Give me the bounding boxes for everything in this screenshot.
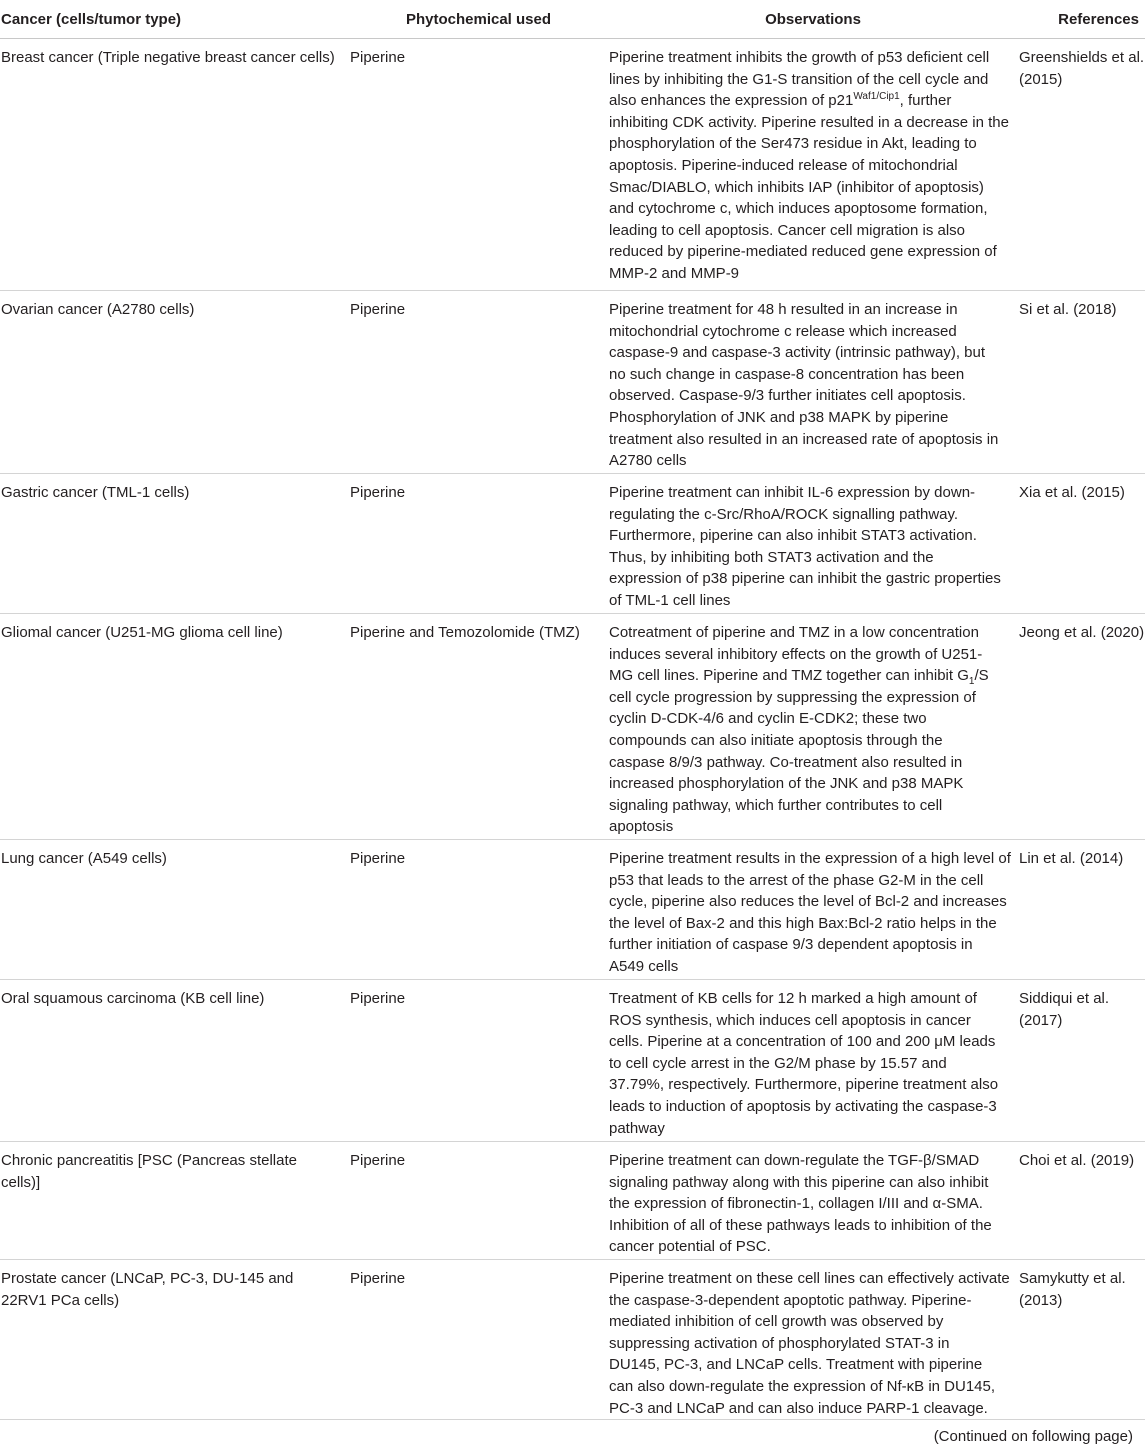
cell-observations xyxy=(608,1260,1018,1420)
cell-line: signaling pathway, which further contributes to cell xyxy=(609,796,943,814)
cell-line: mediated inhibition of cell growth was observed by xyxy=(609,1313,944,1331)
superscript: Waf1/Cip1 xyxy=(853,91,900,103)
cell-line: Piperine xyxy=(350,49,406,66)
cell-phytochemical xyxy=(349,1142,608,1260)
cell-phytochemical xyxy=(349,39,608,291)
cell-line: cells)] xyxy=(1,1173,41,1191)
cell-line: Lung cancer (A549 cells) xyxy=(1,850,167,867)
cell-cancer xyxy=(0,980,349,1142)
cell-line: (2013) xyxy=(1019,1291,1063,1309)
cell-cancer xyxy=(0,614,349,840)
cell-line: phosphorylation of the Ser473 residue in Akt, leading to xyxy=(609,135,977,153)
cell-line: PC-3 and LNCaP and can also induce PARP-1 cleavage. xyxy=(609,1399,988,1417)
cell-line: caspase 8/9/3 pathway. Co-treatment also resulted in xyxy=(609,753,963,771)
cell-cancer xyxy=(0,291,349,474)
cell-observations xyxy=(608,840,1018,980)
cell-references xyxy=(1018,840,1145,980)
cell-line: induces several inhibitory effects on the growth of U251- xyxy=(609,645,983,663)
header-observations: Observations xyxy=(608,0,1018,39)
table-header-row xyxy=(0,0,1145,39)
cell-line: Piperine xyxy=(350,850,406,867)
cell-line: of TML-1 cell lines xyxy=(609,591,731,609)
continued-note: (Continued on following page) xyxy=(933,1428,1133,1445)
cell-line: and cytochrome c, which induces apoptosome formation, xyxy=(609,200,988,218)
cell-line: regulating the c-Src/RhoA/ROCK signalling pathway. xyxy=(609,505,959,523)
cell-line: Xia et al. (2015) xyxy=(1019,484,1125,501)
cell-cancer xyxy=(0,1142,349,1260)
cell-line: Greenshields et al. xyxy=(1019,49,1145,66)
cell-line: apoptosis xyxy=(609,818,674,836)
cell-line: leading to cell apoptosis. Cancer cell migration is also xyxy=(609,221,966,239)
table-row xyxy=(0,474,1145,614)
cell-line: cycle, piperine also reduces the level of Bcl-2 and increases xyxy=(609,893,1007,911)
cell-observations xyxy=(608,474,1018,614)
cell-line: leads to induction of apoptosis by activating the caspase-3 xyxy=(609,1097,997,1115)
cell-line: Treatment of KB cells for 12 h marked a high amount of xyxy=(609,990,977,1007)
cell-line: Phosphorylation of JNK and p38 MAPK by piperine xyxy=(609,408,949,426)
cell-line: Piperine and Temozolomide (TMZ) xyxy=(350,624,580,641)
cell-line: treatment also resulted in an increased rate of apoptosis in xyxy=(609,430,999,448)
cell-line: mitochondrial cytochrome c release which increased xyxy=(609,322,957,340)
cell-observations xyxy=(608,291,1018,474)
header-references: References xyxy=(1018,0,1145,39)
cell-line: ROS synthesis, which induces cell apoptosis in cancer xyxy=(609,1011,971,1029)
cell-line: Choi et al. (2019) xyxy=(1019,1152,1135,1169)
table-row xyxy=(0,614,1145,840)
cell-line: also enhances the expression of $p21^{Waf1/Cip1}$, further xyxy=(609,91,952,110)
cell-line: the expression of fibronectin-1, collagen I/III and α-SMA. xyxy=(609,1195,983,1213)
cell-phytochemical xyxy=(349,1260,608,1420)
cell-line: lines by inhibiting the G1-S transition of the cell cycle and xyxy=(609,70,989,88)
cell-line: to cell cycle arrest in the G2/M phase by 15.57 and xyxy=(609,1054,947,1072)
cell-line: MG cell lines. Piperine and TMZ together can inhibit $G_1/S$ xyxy=(609,667,989,688)
cell-line: Gastric cancer (TML-1 cells) xyxy=(1,484,190,501)
table-body xyxy=(0,39,1145,1420)
cell-line: suppressing activation of phosphorylated STAT-3 in xyxy=(609,1334,950,1352)
cell-line: Gliomal cancer (U251-MG glioma cell line) xyxy=(1,624,283,641)
cell-phytochemical xyxy=(349,840,608,980)
cell-line: Chronic pancreatitis [PSC (Pancreas stellate xyxy=(1,1152,297,1169)
cell-line: Piperine treatment can inhibit IL-6 expression by down- xyxy=(609,484,976,501)
cell-line: expression of p38 piperine can inhibit the gastric properties xyxy=(609,570,1001,588)
cell-line: apoptosis. Piperine-induced release of mitochondrial xyxy=(609,156,958,174)
cell-line: signaling pathway along with this piperine can also inhibit xyxy=(609,1173,989,1191)
cell-line: Siddiqui et al. xyxy=(1019,990,1110,1007)
subscript: 1 xyxy=(968,676,975,688)
cell-line: Piperine xyxy=(350,301,406,318)
cell-line: Piperine xyxy=(350,1152,406,1169)
cell-line: Piperine xyxy=(350,990,406,1007)
cell-line: Inhibition of all of these pathways leads to inhibition of the xyxy=(609,1216,992,1234)
cell-references xyxy=(1018,474,1145,614)
cell-references xyxy=(1018,1260,1145,1420)
cell-references xyxy=(1018,39,1145,291)
cell-line: Jeong et al. (2020) xyxy=(1019,624,1145,641)
cell-line: cancer potential of PSC. xyxy=(609,1238,771,1256)
header-phytochemical: Phytochemical used xyxy=(349,0,608,39)
cell-line: Piperine treatment for 48 h resulted in an increase in xyxy=(609,301,958,318)
cell-references xyxy=(1018,980,1145,1142)
table-row xyxy=(0,1260,1145,1420)
cell-line: further initiation of caspase 9/3 dependent apoptosis in xyxy=(609,936,973,954)
cell-line: Piperine xyxy=(350,484,406,501)
cell-line: (2017) xyxy=(1019,1011,1063,1029)
cell-line: Samykutty et al. xyxy=(1019,1270,1126,1287)
cell-line: no such change in caspase-8 concentration has been xyxy=(609,365,965,383)
cell-line: the caspase-3-dependent apoptotic pathway. Piperine- xyxy=(609,1291,972,1309)
cell-observations xyxy=(608,614,1018,840)
cell-line: A549 cells xyxy=(609,957,679,975)
cell-line: reduced by piperine-mediated reduced gene expression of xyxy=(609,243,997,261)
cell-line: Furthermore, piperine can also inhibit STAT3 activation. xyxy=(609,527,977,545)
cell-cancer xyxy=(0,474,349,614)
cell-cancer xyxy=(0,1260,349,1420)
cell-line: Prostate cancer (LNCaP, PC-3, DU-145 and xyxy=(1,1270,294,1287)
cell-phytochemical xyxy=(349,980,608,1142)
table-row xyxy=(0,39,1145,291)
cell-line: cyclin D-CDK-4/6 and cyclin E-CDK2; these two xyxy=(609,710,927,728)
cell-phytochemical xyxy=(349,474,608,614)
cell-cancer xyxy=(0,39,349,291)
cell-phytochemical xyxy=(349,614,608,840)
cell-line: Piperine treatment on these cell lines can effectively activate xyxy=(609,1270,1010,1287)
cell-references xyxy=(1018,1142,1145,1260)
cell-line: Oral squamous carcinoma (KB cell line) xyxy=(1,990,265,1007)
header-cancer: Cancer (cells/tumor type) xyxy=(0,0,349,39)
cell-line: Smac/DIABLO, which inhibits IAP (inhibitor of apoptosis) xyxy=(609,178,984,196)
cell-line: Breast cancer (Triple negative breast cancer cells) xyxy=(1,49,335,66)
cell-line: caspase-9 and caspase-3 activity (intrinsic pathway), but xyxy=(609,344,986,362)
cell-line: Ovarian cancer (A2780 cells) xyxy=(1,301,195,318)
table-row xyxy=(0,1142,1145,1260)
cell-line: cells. Piperine at a concentration of 100 and 200 μM leads xyxy=(609,1033,996,1051)
cell-line: p53 that leads to the arrest of the phase G2-M in the cell xyxy=(609,871,984,889)
cell-observations xyxy=(608,39,1018,291)
cell-line: can also down-regulate the expression of Nf-κB in DU145, xyxy=(609,1377,996,1395)
cell-line: Piperine xyxy=(350,1270,406,1287)
cell-observations xyxy=(608,1142,1018,1260)
cell-line: (2015) xyxy=(1019,70,1063,88)
cell-line: MMP-2 and MMP-9 xyxy=(609,264,740,282)
cell-references xyxy=(1018,291,1145,474)
cell-observations xyxy=(608,980,1018,1142)
cell-line: inhibiting CDK activity. Piperine resulted in a decrease in the xyxy=(609,113,1009,131)
cell-line: pathway xyxy=(609,1119,665,1137)
cell-line: cell cycle progression by suppressing the expression of xyxy=(609,688,976,706)
cell-line: Si et al. (2018) xyxy=(1019,301,1117,318)
cell-line: Thus, by inhibiting both STAT3 activation and the xyxy=(609,548,934,566)
cell-phytochemical xyxy=(349,291,608,474)
cell-line: 22RV1 PCa cells) xyxy=(1,1291,120,1309)
cell-line: Piperine treatment can down-regulate the TGF-β/SMAD xyxy=(609,1152,980,1169)
table-row xyxy=(0,840,1145,980)
cell-references xyxy=(1018,614,1145,840)
cell-line: the level of Bax-2 and this high Bax:Bcl-2 ratio helps in the xyxy=(609,914,997,932)
cell-line: 37.79%, respectively. Furthermore, piperine treatment also xyxy=(609,1076,999,1094)
cell-line: Lin et al. (2014) xyxy=(1019,850,1124,867)
cell-line: Piperine treatment results in the expression of a high level of xyxy=(609,850,1011,867)
cell-line: increased phosphorylation of the JNK and p38 MAPK xyxy=(609,775,964,793)
cell-line: Cotreatment of piperine and TMZ in a low concentration xyxy=(609,624,979,641)
cell-cancer xyxy=(0,840,349,980)
cell-line: observed. Caspase-9/3 further initiates cell apoptosis. xyxy=(609,387,966,405)
cell-line: compounds can also initiate apoptosis through the xyxy=(609,731,943,749)
table-row xyxy=(0,980,1145,1142)
cell-line: A2780 cells xyxy=(609,452,687,470)
table-row xyxy=(0,291,1145,474)
cell-line: DU145, PC-3, and LNCaP cells. Treatment with piperine xyxy=(609,1356,983,1374)
cell-line: Piperine treatment inhibits the growth of p53 deficient cell xyxy=(609,49,990,66)
